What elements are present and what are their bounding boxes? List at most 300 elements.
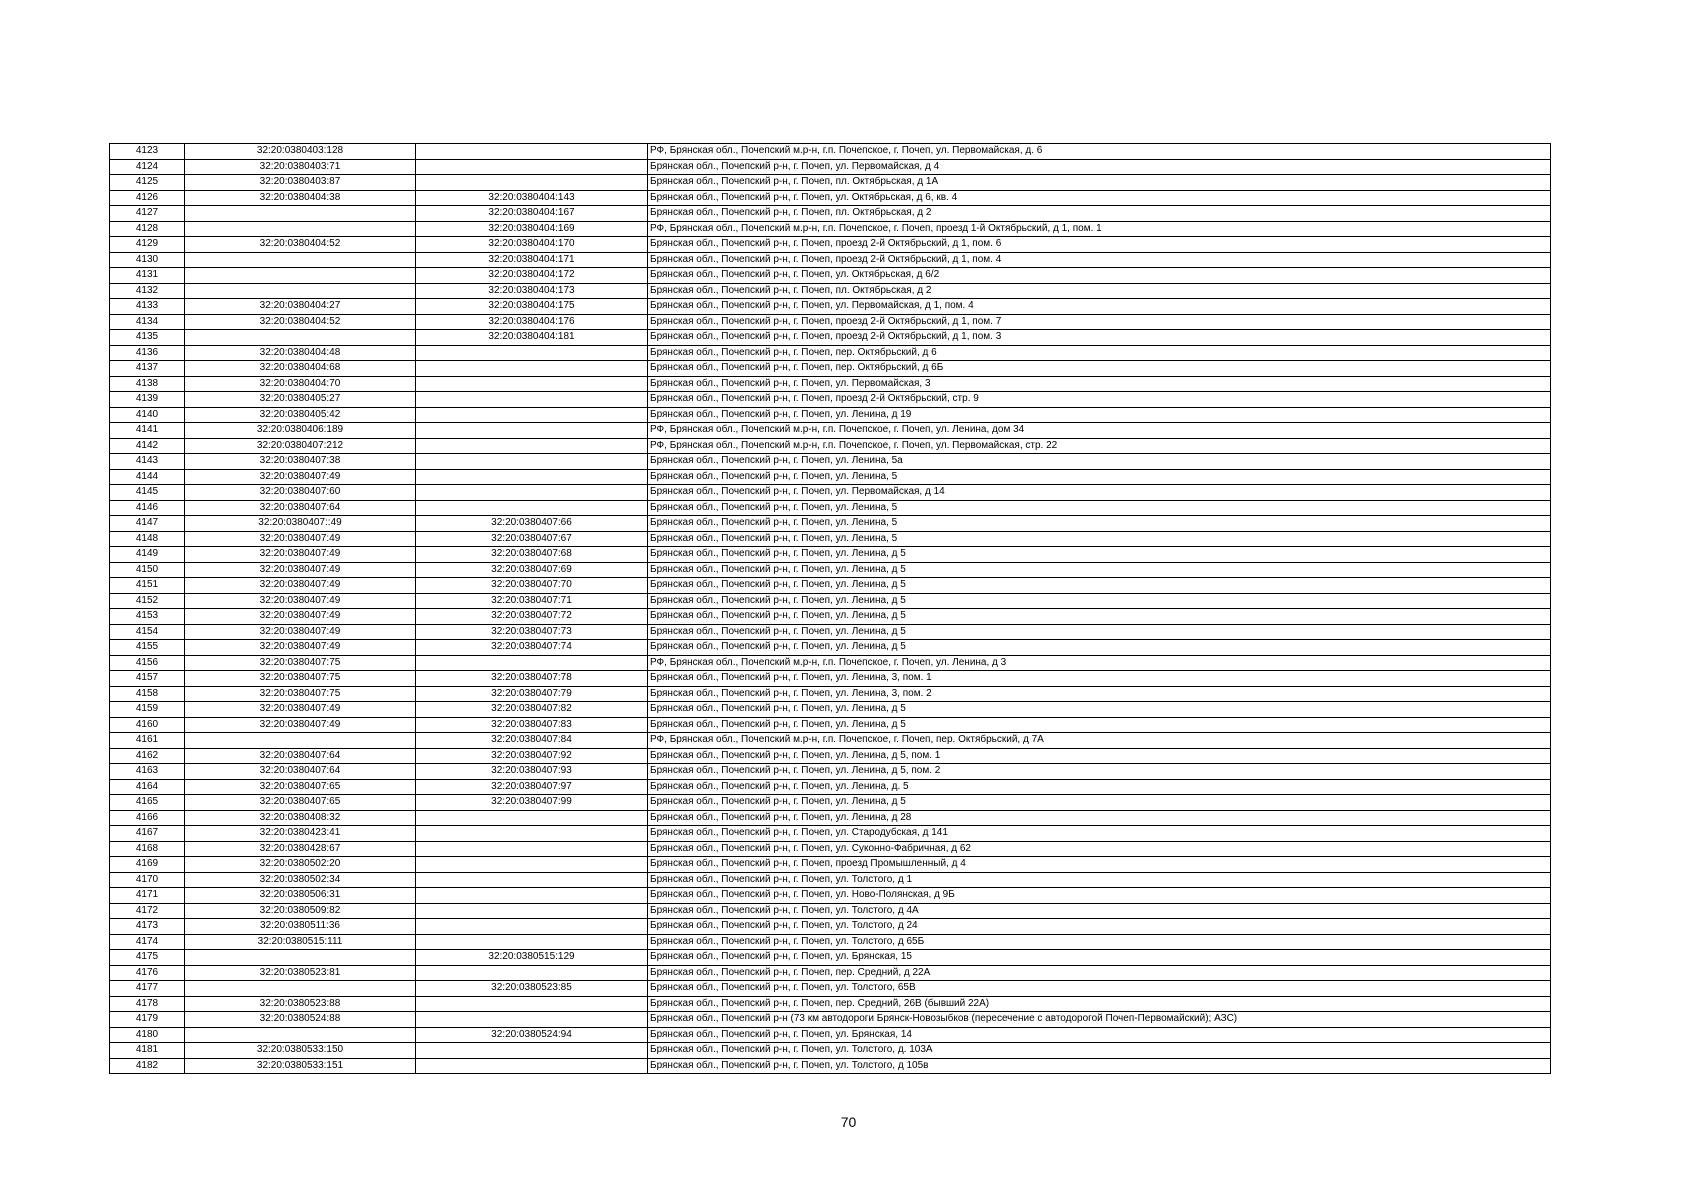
- table-row: [110, 190, 1551, 206]
- related-cadastral-number-cell: [416, 144, 648, 160]
- table-row: [110, 919, 1551, 935]
- related-cadastral-number-cell: [416, 407, 648, 423]
- related-cadastral-number-cell: 32:20:0380407:68: [416, 547, 648, 563]
- address-cell: Брянская обл., Почепский р-н, г. Почеп, ул. Толстого, д 65Б: [648, 934, 1551, 950]
- row-number-cell: 4128: [110, 221, 185, 237]
- cadastral-number-cell: 32:20:0380407:64: [185, 500, 416, 516]
- related-cadastral-number-cell: [416, 888, 648, 904]
- table-row: [110, 299, 1551, 315]
- table-row: [110, 159, 1551, 175]
- address-cell: Брянская обл., Почепский р-н, г. Почеп, ул. Ленина, д 5, пом. 2: [648, 764, 1551, 780]
- table-row: [110, 640, 1551, 656]
- cadastral-number-cell: [185, 733, 416, 749]
- cadastral-number-cell: 32:20:0380407:75: [185, 655, 416, 671]
- related-cadastral-number-cell: [416, 423, 648, 439]
- table-row: [110, 252, 1551, 268]
- related-cadastral-number-cell: [416, 934, 648, 950]
- address-cell: Брянская обл., Почепский р-н, г. Почеп, ул. Ленина, 5: [648, 469, 1551, 485]
- row-number-cell: 4165: [110, 795, 185, 811]
- row-number-cell: 4175: [110, 950, 185, 966]
- table-row: [110, 903, 1551, 919]
- row-number-cell: 4170: [110, 872, 185, 888]
- address-cell: РФ, Брянская обл., Почепский м.р-н, г.п. Почепское, г. Почеп, ул. Ленина, д 3: [648, 655, 1551, 671]
- address-cell: Брянская обл., Почепский р-н, г. Почеп, пл. Октябрьская, д 2: [648, 206, 1551, 222]
- table-row: [110, 686, 1551, 702]
- table-row: [110, 609, 1551, 625]
- row-number-cell: 4152: [110, 593, 185, 609]
- address-cell: Брянская обл., Почепский р-н, г. Почеп, ул. Брянская, 14: [648, 1027, 1551, 1043]
- row-number-cell: 4149: [110, 547, 185, 563]
- address-cell: Брянская обл., Почепский р-н, г. Почеп, проезд 2-й Октябрьский, д 1, пом. 6: [648, 237, 1551, 253]
- address-cell: Брянская обл., Почепский р-н, г. Почеп, ул. Ленина, д 5: [648, 609, 1551, 625]
- related-cadastral-number-cell: [416, 1043, 648, 1059]
- related-cadastral-number-cell: 32:20:0380407:70: [416, 578, 648, 594]
- address-cell: Брянская обл., Почепский р-н, г. Почеп, ул. Ленина, д 5: [648, 795, 1551, 811]
- cadastral-number-cell: 32:20:0380407:38: [185, 454, 416, 470]
- row-number-cell: 4140: [110, 407, 185, 423]
- related-cadastral-number-cell: 32:20:0380404:170: [416, 237, 648, 253]
- related-cadastral-number-cell: 32:20:0380404:175: [416, 299, 648, 315]
- address-cell: РФ, Брянская обл., Почепский м.р-н, г.п. Почепское, г. Почеп, пер. Октябрьский, д 7А: [648, 733, 1551, 749]
- address-cell: Брянская обл., Почепский р-н, г. Почеп, ул. Ленина, д 5: [648, 624, 1551, 640]
- cadastral-number-cell: [185, 206, 416, 222]
- cadastral-number-cell: 32:20:0380407:49: [185, 578, 416, 594]
- row-number-cell: 4163: [110, 764, 185, 780]
- address-cell: Брянская обл., Почепский р-н, г. Почеп, ул. Ленина, 5: [648, 531, 1551, 547]
- address-cell: Брянская обл., Почепский р-н, г. Почеп, проезд 2-й Октябрьский, стр. 9: [648, 392, 1551, 408]
- related-cadastral-number-cell: [416, 1012, 648, 1028]
- table-row: [110, 857, 1551, 873]
- related-cadastral-number-cell: [416, 965, 648, 981]
- cadastral-number-cell: [185, 221, 416, 237]
- registry-table-body: [110, 144, 1551, 1074]
- address-cell: Брянская обл., Почепский р-н, г. Почеп, ул. Толстого, д 24: [648, 919, 1551, 935]
- related-cadastral-number-cell: 32:20:0380407:83: [416, 717, 648, 733]
- cadastral-number-cell: 32:20:0380404:38: [185, 190, 416, 206]
- cadastral-number-cell: 32:20:0380533:150: [185, 1043, 416, 1059]
- address-cell: Брянская обл., Почепский р-н, г. Почеп, ул. Первомайская, д 4: [648, 159, 1551, 175]
- cadastral-number-cell: 32:20:0380407:49: [185, 624, 416, 640]
- table-row: [110, 469, 1551, 485]
- table-row: [110, 810, 1551, 826]
- row-number-cell: 4160: [110, 717, 185, 733]
- row-number-cell: 4166: [110, 810, 185, 826]
- cadastral-number-cell: 32:20:0380404:68: [185, 361, 416, 377]
- table-row: [110, 624, 1551, 640]
- related-cadastral-number-cell: 32:20:0380523:85: [416, 981, 648, 997]
- address-cell: Брянская обл., Почепский р-н, г. Почеп, ул. Ленина, д 5: [648, 593, 1551, 609]
- related-cadastral-number-cell: 32:20:0380407:99: [416, 795, 648, 811]
- row-number-cell: 4145: [110, 485, 185, 501]
- address-cell: Брянская обл., Почепский р-н, г. Почеп, ул. Ленина, д 5, пом. 1: [648, 748, 1551, 764]
- address-cell: Брянская обл., Почепский р-н, г. Почеп, ул. Ленина, 5а: [648, 454, 1551, 470]
- row-number-cell: 4123: [110, 144, 185, 160]
- address-cell: Брянская обл., Почепский р-н, г. Почеп, пер. Средний, 26В (бывший 22А): [648, 996, 1551, 1012]
- address-cell: Брянская обл., Почепский р-н, г. Почеп, проезд 2-й Октябрьский, д 1, пом. 3: [648, 330, 1551, 346]
- related-cadastral-number-cell: 32:20:0380404:172: [416, 268, 648, 284]
- table-row: [110, 500, 1551, 516]
- address-cell: Брянская обл., Почепский р-н, г. Почеп, проезд 2-й Октябрьский, д 1, пом. 4: [648, 252, 1551, 268]
- related-cadastral-number-cell: [416, 841, 648, 857]
- table-row: [110, 981, 1551, 997]
- related-cadastral-number-cell: 32:20:0380407:73: [416, 624, 648, 640]
- address-cell: Брянская обл., Почепский р-н, г. Почеп, ул. Толстого, д 4А: [648, 903, 1551, 919]
- cadastral-number-cell: 32:20:0380533:151: [185, 1058, 416, 1074]
- address-cell: Брянская обл., Почепский р-н, г. Почеп, проезд 2-й Октябрьский, д 1, пом. 7: [648, 314, 1551, 330]
- table-row: [110, 516, 1551, 532]
- row-number-cell: 4167: [110, 826, 185, 842]
- related-cadastral-number-cell: [416, 392, 648, 408]
- address-cell: Брянская обл., Почепский р-н, г. Почеп, ул. Стародубская, д 141: [648, 826, 1551, 842]
- registry-table: [109, 143, 1551, 1074]
- address-cell: Брянская обл., Почепский р-н, г. Почеп, ул. Ленина, д 5: [648, 578, 1551, 594]
- row-number-cell: 4130: [110, 252, 185, 268]
- row-number-cell: 4142: [110, 438, 185, 454]
- table-row: [110, 1043, 1551, 1059]
- row-number-cell: 4154: [110, 624, 185, 640]
- row-number-cell: 4178: [110, 996, 185, 1012]
- related-cadastral-number-cell: [416, 1058, 648, 1074]
- cadastral-number-cell: 32:20:0380502:34: [185, 872, 416, 888]
- related-cadastral-number-cell: [416, 469, 648, 485]
- table-row: [110, 655, 1551, 671]
- cadastral-number-cell: 32:20:0380515:111: [185, 934, 416, 950]
- address-cell: Брянская обл., Почепский р-н, г. Почеп, ул. Первомайская, д 14: [648, 485, 1551, 501]
- row-number-cell: 4148: [110, 531, 185, 547]
- row-number-cell: 4159: [110, 702, 185, 718]
- row-number-cell: 4182: [110, 1058, 185, 1074]
- row-number-cell: 4136: [110, 345, 185, 361]
- address-cell: Брянская обл., Почепский р-н, г. Почеп, пер. Октябрьский, д 6: [648, 345, 1551, 361]
- table-row: [110, 996, 1551, 1012]
- table-row: [110, 314, 1551, 330]
- cadastral-number-cell: 32:20:0380407:65: [185, 795, 416, 811]
- table-row: [110, 221, 1551, 237]
- cadastral-number-cell: 32:20:0380523:88: [185, 996, 416, 1012]
- table-row: [110, 748, 1551, 764]
- cadastral-number-cell: 32:20:0380407:49: [185, 640, 416, 656]
- table-row: [110, 888, 1551, 904]
- cadastral-number-cell: 32:20:0380407:64: [185, 764, 416, 780]
- cadastral-number-cell: 32:20:0380407:49: [185, 702, 416, 718]
- row-number-cell: 4181: [110, 1043, 185, 1059]
- related-cadastral-number-cell: [416, 996, 648, 1012]
- related-cadastral-number-cell: [416, 485, 648, 501]
- cadastral-number-cell: 32:20:0380407:65: [185, 779, 416, 795]
- related-cadastral-number-cell: [416, 903, 648, 919]
- related-cadastral-number-cell: [416, 376, 648, 392]
- cadastral-number-cell: 32:20:0380523:81: [185, 965, 416, 981]
- table-row: [110, 764, 1551, 780]
- address-cell: Брянская обл., Почепский р-н, г. Почеп, ул. Ленина, д 5: [648, 562, 1551, 578]
- row-number-cell: 4156: [110, 655, 185, 671]
- cadastral-number-cell: 32:20:0380407:49: [185, 469, 416, 485]
- table-row: [110, 423, 1551, 439]
- row-number-cell: 4158: [110, 686, 185, 702]
- address-cell: Брянская обл., Почепский р-н, г. Почеп, ул. Толстого, д. 103А: [648, 1043, 1551, 1059]
- cadastral-number-cell: 32:20:0380403:87: [185, 175, 416, 191]
- address-cell: Брянская обл., Почепский р-н, г. Почеп, ул. Первомайская, 3: [648, 376, 1551, 392]
- cadastral-number-cell: 32:20:0380524:88: [185, 1012, 416, 1028]
- related-cadastral-number-cell: 32:20:0380407:82: [416, 702, 648, 718]
- table-row: [110, 671, 1551, 687]
- related-cadastral-number-cell: 32:20:0380515:129: [416, 950, 648, 966]
- table-row: [110, 376, 1551, 392]
- related-cadastral-number-cell: [416, 919, 648, 935]
- cadastral-number-cell: 32:20:0380407:60: [185, 485, 416, 501]
- cadastral-number-cell: 32:20:0380423:41: [185, 826, 416, 842]
- address-cell: Брянская обл., Почепский р-н, г. Почеп, ул. Ленина, 5: [648, 516, 1551, 532]
- address-cell: Брянская обл., Почепский р-н, г. Почеп, ул. Ленина, д 5: [648, 640, 1551, 656]
- related-cadastral-number-cell: [416, 345, 648, 361]
- table-row: [110, 206, 1551, 222]
- address-cell: Брянская обл., Почепский р-н, г. Почеп, ул. Ленина, д 19: [648, 407, 1551, 423]
- row-number-cell: 4153: [110, 609, 185, 625]
- row-number-cell: 4146: [110, 500, 185, 516]
- row-number-cell: 4180: [110, 1027, 185, 1043]
- row-number-cell: 4137: [110, 361, 185, 377]
- address-cell: Брянская обл., Почепский р-н, г. Почеп, ул. Ленина, д 5: [648, 717, 1551, 733]
- row-number-cell: 4138: [110, 376, 185, 392]
- cadastral-number-cell: 32:20:0380407:49: [185, 562, 416, 578]
- row-number-cell: 4174: [110, 934, 185, 950]
- table-row: [110, 283, 1551, 299]
- row-number-cell: 4129: [110, 237, 185, 253]
- row-number-cell: 4162: [110, 748, 185, 764]
- related-cadastral-number-cell: [416, 872, 648, 888]
- related-cadastral-number-cell: 32:20:0380404:143: [416, 190, 648, 206]
- related-cadastral-number-cell: 32:20:0380407:72: [416, 609, 648, 625]
- cadastral-number-cell: 32:20:0380407:75: [185, 671, 416, 687]
- address-cell: Брянская обл., Почепский р-н, г. Почеп, ул. Ленина, 5: [648, 500, 1551, 516]
- cadastral-number-cell: 32:20:0380404:70: [185, 376, 416, 392]
- cadastral-number-cell: [185, 268, 416, 284]
- row-number-cell: 4168: [110, 841, 185, 857]
- related-cadastral-number-cell: 32:20:0380404:169: [416, 221, 648, 237]
- address-cell: Брянская обл., Почепский р-н, г. Почеп, ул. Толстого, д 1: [648, 872, 1551, 888]
- related-cadastral-number-cell: [416, 438, 648, 454]
- related-cadastral-number-cell: 32:20:0380407:67: [416, 531, 648, 547]
- table-row: [110, 392, 1551, 408]
- row-number-cell: 4150: [110, 562, 185, 578]
- related-cadastral-number-cell: [416, 655, 648, 671]
- table-row: [110, 934, 1551, 950]
- cadastral-number-cell: 32:20:0380407:212: [185, 438, 416, 454]
- cadastral-number-cell: 32:20:0380506:31: [185, 888, 416, 904]
- related-cadastral-number-cell: [416, 826, 648, 842]
- row-number-cell: 4141: [110, 423, 185, 439]
- cadastral-number-cell: 32:20:0380428:67: [185, 841, 416, 857]
- address-cell: Брянская обл., Почепский р-н, г. Почеп, пер. Средний, д 22А: [648, 965, 1551, 981]
- cadastral-number-cell: [185, 283, 416, 299]
- related-cadastral-number-cell: 32:20:0380407:97: [416, 779, 648, 795]
- cadastral-number-cell: 32:20:0380407:49: [185, 547, 416, 563]
- address-cell: Брянская обл., Почепский р-н, г. Почеп, ул. Ленина, д 28: [648, 810, 1551, 826]
- address-cell: Брянская обл., Почепский р-н, г. Почеп, ул. Ленина, д 5: [648, 702, 1551, 718]
- address-cell: Брянская обл., Почепский р-н, г. Почеп, ул. Толстого, 65В: [648, 981, 1551, 997]
- row-number-cell: 4155: [110, 640, 185, 656]
- address-cell: Брянская обл., Почепский р-н, г. Почеп, ул. Брянская, 15: [648, 950, 1551, 966]
- cadastral-number-cell: 32:20:0380408:32: [185, 810, 416, 826]
- row-number-cell: 4177: [110, 981, 185, 997]
- cadastral-number-cell: 32:20:0380407:64: [185, 748, 416, 764]
- address-cell: РФ, Брянская обл., Почепский м.р-н, г.п. Почепское, г. Почеп, проезд 1-й Октябрьский, д 1, пом. 1: [648, 221, 1551, 237]
- address-cell: Брянская обл., Почепский р-н, г. Почеп, ул. Ленина, д. 5: [648, 779, 1551, 795]
- table-row: [110, 578, 1551, 594]
- related-cadastral-number-cell: 32:20:0380407:74: [416, 640, 648, 656]
- row-number-cell: 4164: [110, 779, 185, 795]
- row-number-cell: 4172: [110, 903, 185, 919]
- related-cadastral-number-cell: [416, 810, 648, 826]
- address-cell: Брянская обл., Почепский р-н, г. Почеп, ул. Толстого, д 105в: [648, 1058, 1551, 1074]
- related-cadastral-number-cell: 32:20:0380404:171: [416, 252, 648, 268]
- table-row: [110, 593, 1551, 609]
- table-row: [110, 407, 1551, 423]
- row-number-cell: 4144: [110, 469, 185, 485]
- address-cell: Брянская обл., Почепский р-н, г. Почеп, проезд Промышленный, д 4: [648, 857, 1551, 873]
- related-cadastral-number-cell: 32:20:0380407:71: [416, 593, 648, 609]
- row-number-cell: 4143: [110, 454, 185, 470]
- address-cell: РФ, Брянская обл., Почепский м.р-н, г.п. Почепское, г. Почеп, ул. Ленина, дом 34: [648, 423, 1551, 439]
- related-cadastral-number-cell: 32:20:0380404:173: [416, 283, 648, 299]
- table-row: [110, 454, 1551, 470]
- table-row: [110, 826, 1551, 842]
- row-number-cell: 4173: [110, 919, 185, 935]
- cadastral-number-cell: 32:20:0380405:42: [185, 407, 416, 423]
- table-row: [110, 485, 1551, 501]
- row-number-cell: 4171: [110, 888, 185, 904]
- table-row: [110, 779, 1551, 795]
- cadastral-number-cell: [185, 981, 416, 997]
- table-row: [110, 1027, 1551, 1043]
- cadastral-number-cell: 32:20:0380404:48: [185, 345, 416, 361]
- table-row: [110, 547, 1551, 563]
- related-cadastral-number-cell: [416, 159, 648, 175]
- address-cell: РФ, Брянская обл., Почепский м.р-н, г.п. Почепское, г. Почеп, ул. Первомайская, д. 6: [648, 144, 1551, 160]
- address-cell: Брянская обл., Почепский р-н, г. Почеп, ул. Ново-Полянская, д 9Б: [648, 888, 1551, 904]
- related-cadastral-number-cell: 32:20:0380407:93: [416, 764, 648, 780]
- table-row: [110, 872, 1551, 888]
- related-cadastral-number-cell: [416, 175, 648, 191]
- table-row: [110, 175, 1551, 191]
- table-row: [110, 330, 1551, 346]
- cadastral-number-cell: 32:20:0380404:27: [185, 299, 416, 315]
- table-row: [110, 965, 1551, 981]
- table-row: [110, 795, 1551, 811]
- table-row: [110, 531, 1551, 547]
- address-cell: Брянская обл., Почепский р-н, г. Почеп, ул. Первомайская, д 1, пом. 4: [648, 299, 1551, 315]
- row-number-cell: 4161: [110, 733, 185, 749]
- related-cadastral-number-cell: 32:20:0380404:176: [416, 314, 648, 330]
- row-number-cell: 4135: [110, 330, 185, 346]
- address-cell: Брянская обл., Почепский р-н, г. Почеп, ул. Суконно-Фабричная, д 62: [648, 841, 1551, 857]
- table-row: [110, 717, 1551, 733]
- cadastral-number-cell: 32:20:0380407:49: [185, 531, 416, 547]
- table-row: [110, 950, 1551, 966]
- table-row: [110, 562, 1551, 578]
- cadastral-number-cell: 32:20:0380403:71: [185, 159, 416, 175]
- cadastral-number-cell: [185, 950, 416, 966]
- address-cell: Брянская обл., Почепский р-н, г. Почеп, ул. Ленина, 3, пом. 1: [648, 671, 1551, 687]
- row-number-cell: 4151: [110, 578, 185, 594]
- table-row: [110, 268, 1551, 284]
- related-cadastral-number-cell: 32:20:0380407:78: [416, 671, 648, 687]
- cadastral-number-cell: [185, 1027, 416, 1043]
- row-number-cell: 4132: [110, 283, 185, 299]
- table-row: [110, 237, 1551, 253]
- related-cadastral-number-cell: 32:20:0380407:84: [416, 733, 648, 749]
- row-number-cell: 4134: [110, 314, 185, 330]
- table-row: [110, 1058, 1551, 1074]
- related-cadastral-number-cell: 32:20:0380407:79: [416, 686, 648, 702]
- cadastral-number-cell: [185, 252, 416, 268]
- address-cell: Брянская обл., Почепский р-н, г. Почеп, пл. Октябрьская, д 1А: [648, 175, 1551, 191]
- related-cadastral-number-cell: 32:20:0380404:167: [416, 206, 648, 222]
- row-number-cell: 4169: [110, 857, 185, 873]
- cadastral-number-cell: 32:20:0380509:82: [185, 903, 416, 919]
- cadastral-number-cell: 32:20:0380404:52: [185, 314, 416, 330]
- cadastral-number-cell: 32:20:0380406:189: [185, 423, 416, 439]
- row-number-cell: 4179: [110, 1012, 185, 1028]
- row-number-cell: 4157: [110, 671, 185, 687]
- table-row: [110, 733, 1551, 749]
- row-number-cell: 4126: [110, 190, 185, 206]
- related-cadastral-number-cell: 32:20:0380524:94: [416, 1027, 648, 1043]
- row-number-cell: 4147: [110, 516, 185, 532]
- cadastral-number-cell: 32:20:0380511:36: [185, 919, 416, 935]
- related-cadastral-number-cell: 32:20:0380407:66: [416, 516, 648, 532]
- table-row: [110, 438, 1551, 454]
- cadastral-number-cell: 32:20:0380407:49: [185, 593, 416, 609]
- cadastral-number-cell: 32:20:0380403:128: [185, 144, 416, 160]
- table-row: [110, 841, 1551, 857]
- cadastral-number-cell: [185, 330, 416, 346]
- table-row: [110, 1012, 1551, 1028]
- table-row: [110, 144, 1551, 160]
- page-number: 70: [840, 1114, 857, 1130]
- related-cadastral-number-cell: 32:20:0380404:181: [416, 330, 648, 346]
- cadastral-number-cell: 32:20:0380407:49: [185, 609, 416, 625]
- related-cadastral-number-cell: 32:20:0380407:92: [416, 748, 648, 764]
- related-cadastral-number-cell: [416, 361, 648, 377]
- related-cadastral-number-cell: [416, 500, 648, 516]
- address-cell: Брянская обл., Почепский р-н, г. Почеп, ул. Ленина, д 5: [648, 547, 1551, 563]
- address-cell: РФ, Брянская обл., Почепский м.р-н, г.п. Почепское, г. Почеп, ул. Первомайская, стр. 22: [648, 438, 1551, 454]
- table-row: [110, 361, 1551, 377]
- cadastral-number-cell: 32:20:0380407::49: [185, 516, 416, 532]
- cadastral-number-cell: 32:20:0380405:27: [185, 392, 416, 408]
- address-cell: Брянская обл., Почепский р-н, г. Почеп, пл. Октябрьская, д 2: [648, 283, 1551, 299]
- row-number-cell: 4124: [110, 159, 185, 175]
- cadastral-number-cell: 32:20:0380407:75: [185, 686, 416, 702]
- row-number-cell: 4127: [110, 206, 185, 222]
- table-row: [110, 345, 1551, 361]
- row-number-cell: 4125: [110, 175, 185, 191]
- cadastral-number-cell: 32:20:0380502:20: [185, 857, 416, 873]
- related-cadastral-number-cell: [416, 857, 648, 873]
- cadastral-number-cell: 32:20:0380407:49: [185, 717, 416, 733]
- row-number-cell: 4133: [110, 299, 185, 315]
- address-cell: Брянская обл., Почепский р-н (73 км автодороги Брянск-Новозыбков (пересечение с автодорогой Почеп-Первомайский); АЗС): [648, 1012, 1551, 1028]
- table-row: [110, 702, 1551, 718]
- row-number-cell: 4139: [110, 392, 185, 408]
- address-cell: Брянская обл., Почепский р-н, г. Почеп, ул. Октябрьская, д 6/2: [648, 268, 1551, 284]
- address-cell: Брянская обл., Почепский р-н, г. Почеп, ул. Октябрьская, д 6, кв. 4: [648, 190, 1551, 206]
- address-cell: Брянская обл., Почепский р-н, г. Почеп, пер. Октябрьский, д 6Б: [648, 361, 1551, 377]
- related-cadastral-number-cell: [416, 454, 648, 470]
- address-cell: Брянская обл., Почепский р-н, г. Почеп, ул. Ленина, 3, пом. 2: [648, 686, 1551, 702]
- related-cadastral-number-cell: 32:20:0380407:69: [416, 562, 648, 578]
